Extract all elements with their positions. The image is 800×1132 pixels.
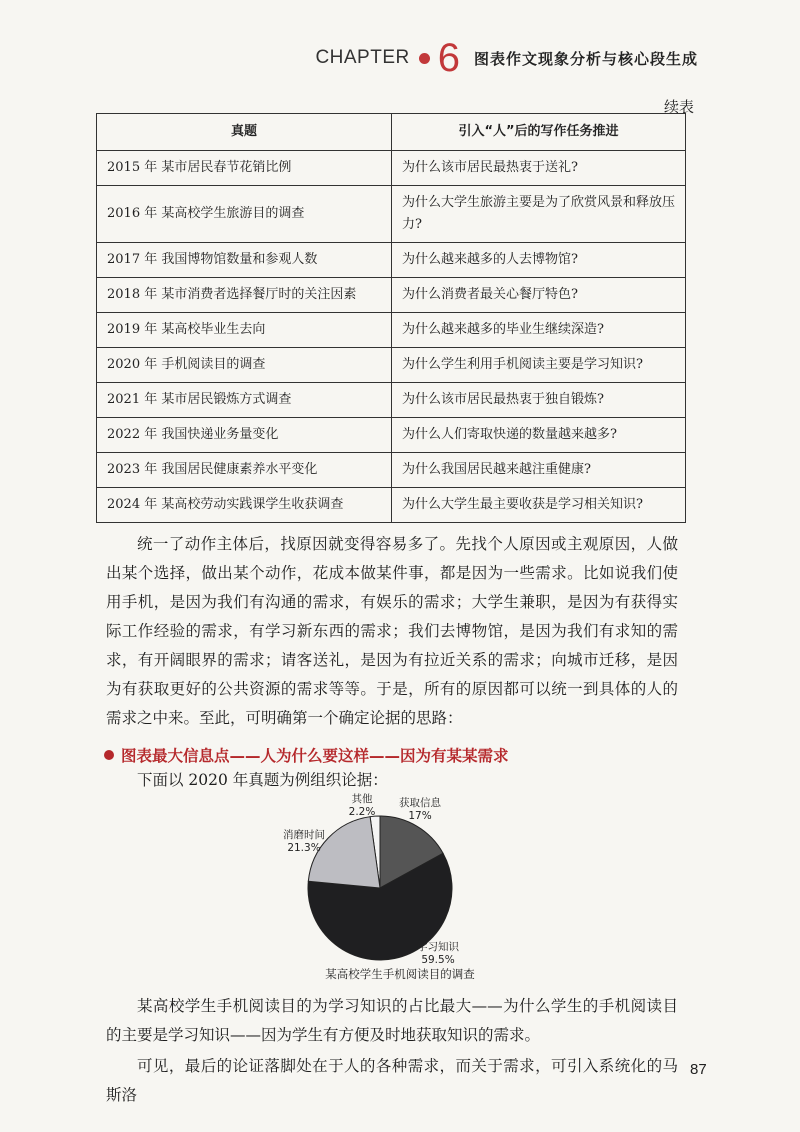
cell-task: 为什么该市居民最热衷于送礼? — [392, 151, 686, 186]
pie-chart — [280, 788, 510, 988]
pie-category-label: 获取信息 — [399, 797, 441, 809]
body-paragraph-needs: 统一了动作主体后，找原因就变得容易多了。先找个人原因或主观原因，人做出某个选择，做出某个动作，花成本做某件事，都是因为一些需求。比如说我们使用手机，是因为我们有沟通的需求，有娱乐的需求；大学生兼职，是因为有获得实际工作经验的需求，有学习新东西的需求；我们去博物馆，是因为我们有求知的需求，有开阔眼界的需求；请客送礼，是因为有拉近关系的需求；向城市迁移，是因为有获取更好的公共资源的需求等等。于是，所有的原因都可以统一到具体的人的需求之中来。至此，可明确第一个确定论据的思路： — [106, 535, 678, 727]
pie-chart-svg — [280, 788, 510, 988]
key-point-text: 图表最大信息点——人为什么要这样——因为有某某需求 — [121, 747, 509, 765]
pie-value-label: 2.2% — [348, 806, 376, 818]
pie-value-label: 17% — [408, 810, 432, 822]
cell-task: 为什么越来越多的毕业生继续深造? — [392, 313, 686, 348]
chapter-number: 6 — [437, 36, 460, 80]
key-point-line — [104, 744, 509, 766]
table-row — [97, 151, 686, 186]
table-row — [97, 313, 686, 348]
pie-category-label: 消磨时间 — [283, 829, 325, 841]
cell-task: 为什么该市居民最热衷于独自锻炼? — [392, 383, 686, 418]
table-row — [97, 348, 686, 383]
cell-task: 为什么人们寄取快递的数量越来越多? — [392, 418, 686, 453]
chapter-title: 图表作文现象分析与核心段生成 — [473, 49, 698, 68]
table-row — [97, 278, 686, 313]
pie-value-label: 21.3% — [287, 842, 321, 854]
chapter-word: CHAPTER — [315, 47, 410, 68]
cell-task: 为什么学生利用手机阅读主要是学习知识? — [392, 348, 686, 383]
table-row — [97, 186, 686, 243]
body-paragraph-maslow: 可见，最后的论证落脚处在于人的各种需求，而关于需求，可引入系统化的马斯洛 — [106, 1057, 678, 1104]
bullet-dot-icon — [104, 750, 114, 760]
table-continued-label: 续表 — [663, 98, 694, 116]
header-cell-task: 引入“人”后的写作任务推进 — [392, 114, 686, 151]
table-header-row — [97, 114, 686, 151]
cell-topic: 2019 年 某高校毕业生去向 — [97, 313, 392, 348]
chapter-header — [315, 38, 698, 78]
pie-category-label: 其他 — [351, 793, 373, 805]
table-row — [97, 453, 686, 488]
cell-task: 为什么越来越多的人去博物馆? — [392, 243, 686, 278]
table-row — [97, 383, 686, 418]
cell-topic: 2016 年 某高校学生旅游目的调查 — [97, 186, 392, 243]
cell-task: 为什么消费者最关心餐厅特色? — [392, 278, 686, 313]
cell-topic: 2024 年 某高校劳动实践课学生收获调查 — [97, 488, 392, 523]
cell-topic: 2023 年 我国居民健康素养水平变化 — [97, 453, 392, 488]
cell-topic: 2015 年 某市居民春节花销比例 — [97, 151, 392, 186]
cell-task: 为什么我国居民越来越注重健康? — [392, 453, 686, 488]
example-intro: 下面以 2020 年真题为例组织论据： — [137, 771, 388, 789]
table-row — [97, 488, 686, 523]
cell-topic: 2022 年 我国快递业务量变化 — [97, 418, 392, 453]
cell-task: 为什么大学生旅游主要是为了欣赏风景和释放压力? — [392, 186, 686, 243]
chapter-dot-icon — [419, 53, 430, 64]
cell-topic: 2020 年 手机阅读目的调查 — [97, 348, 392, 383]
chart-title: 某高校学生手机阅读目的调查 — [325, 967, 475, 981]
body-paragraph-conclusion: 某高校学生手机阅读目的为学习知识的占比最大——为什么学生的手机阅读目的主要是学习知识——因为学生有方便及时地获取知识的需求。 — [106, 997, 678, 1044]
table-row — [97, 243, 686, 278]
cell-topic: 2018 年 某市消费者选择餐厅时的关注因素 — [97, 278, 392, 313]
page-number: 87 — [690, 1061, 707, 1078]
cell-task: 为什么大学生最主要收获是学习相关知识? — [392, 488, 686, 523]
exam-topics-table — [96, 113, 686, 523]
pie-category-label: 学习知识 — [417, 941, 459, 953]
header-cell-topic: 真题 — [97, 114, 392, 151]
cell-topic: 2017 年 我国博物馆数量和参观人数 — [97, 243, 392, 278]
table-row — [97, 418, 686, 453]
cell-topic: 2021 年 某市居民锻炼方式调查 — [97, 383, 392, 418]
pie-value-label: 59.5% — [421, 954, 455, 966]
